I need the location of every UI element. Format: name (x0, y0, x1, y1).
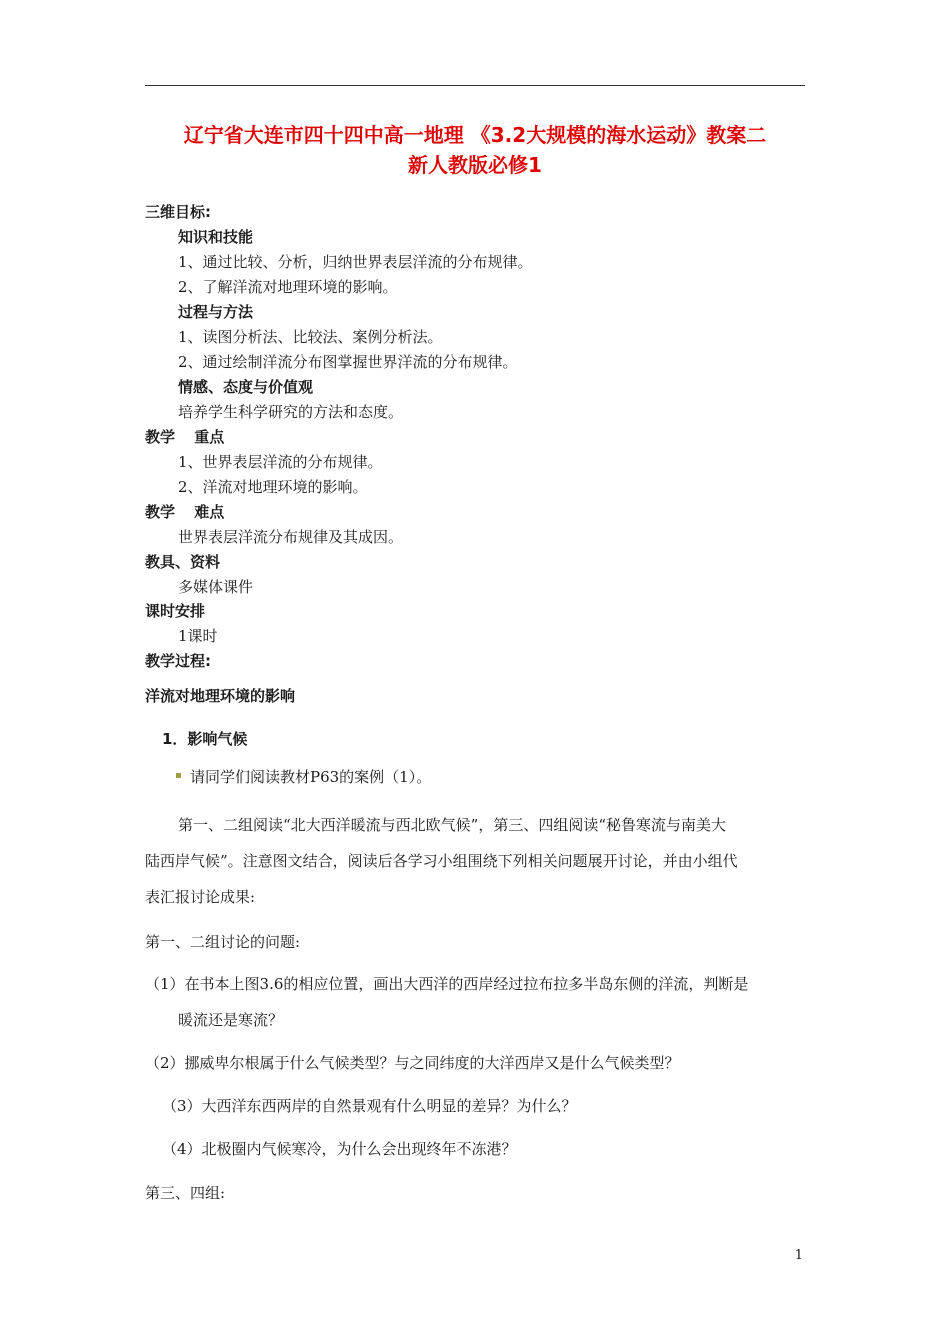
process-item-1: 1、读图分析法、比较法、案例分析法。 (178, 328, 443, 346)
schedule-item-1: 1课时 (178, 627, 218, 645)
question-2: （2）挪威卑尔根属于什么气候类型？与之同纬度的大洋西岸又是什么气候类型？ (145, 1054, 680, 1072)
bullet-text: 请同学们阅读教材P63的案例（1）。 (190, 768, 432, 786)
materials-heading: 教具、资料 (145, 553, 221, 571)
paragraph-line-1: 第一、二组阅读“北大西洋暖流与西北欧气候”，第三、四组阅读“秘鲁寒流与南美大 (178, 816, 727, 834)
emotion-item-1: 培养学生科学研究的方法和态度。 (178, 403, 404, 421)
process-item-2: 2、通过绘制洋流分布图掌握世界洋流的分布规律。 (178, 353, 518, 371)
header-rule (145, 85, 805, 86)
procedure-heading: 教学过程: (145, 652, 211, 670)
paragraph-line-2: 陆西岸气候”。注意图文结合，阅读后各学习小组围绕下列相关问题展开讨论，并由小组代 (145, 852, 738, 870)
process-heading: 过程与方法 (178, 303, 254, 321)
section-heading: 洋流对地理环境的影响 (145, 687, 296, 705)
key-point-1: 1、世界表层洋流的分布规律。 (178, 453, 383, 471)
emotion-heading: 情感、态度与价值观 (178, 378, 314, 396)
group-34-heading: 第三、四组: (145, 1184, 226, 1202)
page-number: 1 (794, 1248, 803, 1263)
materials-item-1: 多媒体课件 (178, 578, 254, 596)
question-4: （4）北极圈内气候寒冷，为什么会出现终年不冻港？ (162, 1140, 517, 1158)
schedule-heading: 课时安排 (145, 602, 206, 620)
bullet-icon (176, 773, 181, 778)
question-1-line-2: 暖流还是寒流？ (178, 1011, 284, 1029)
knowledge-item-2: 2、了解洋流对地理环境的影响。 (178, 278, 398, 296)
document-title-line-1: 辽宁省大连市四十四中高一地理 《3.2大规模的海水运动》教案二 (183, 123, 767, 147)
difficulty-item-1: 世界表层洋流分布规律及其成因。 (178, 528, 404, 546)
paragraph-line-3: 表汇报讨论成果: (145, 888, 256, 906)
knowledge-heading: 知识和技能 (178, 228, 254, 246)
group-12-heading: 第一、二组讨论的问题: (145, 933, 301, 951)
subsection-heading: 1．影响气候 (162, 730, 248, 748)
key-points-heading: 教学 重点 (145, 428, 225, 446)
document-title-line-2: 新人教版必修1 (408, 153, 542, 177)
difficulty-heading: 教学 难点 (145, 503, 225, 521)
question-3: （3）大西洋东西两岸的自然景观有什么明显的差异？为什么？ (162, 1097, 577, 1115)
objectives-heading: 三维目标: (145, 203, 211, 221)
knowledge-item-1: 1、通过比较、分析，归纳世界表层洋流的分布规律。 (178, 253, 533, 271)
key-point-2: 2、洋流对地理环境的影响。 (178, 478, 368, 496)
question-1-line-1: （1）在书本上图3.6的相应位置，画出大西洋的西岸经过拉布拉多半岛东侧的洋流，判断是 (145, 975, 749, 993)
